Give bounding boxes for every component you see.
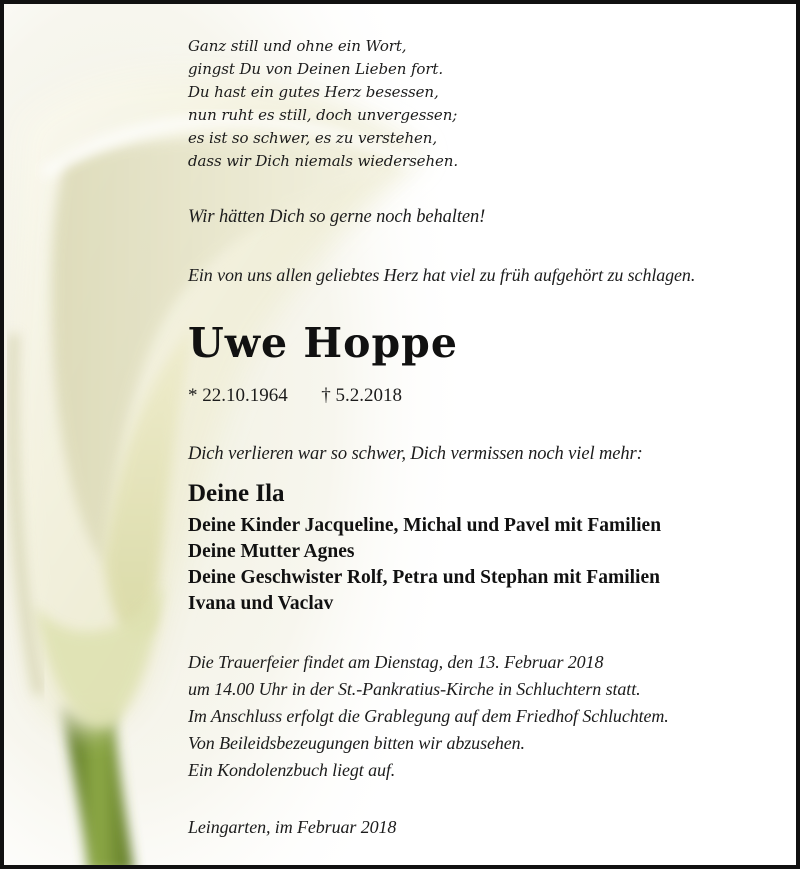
ceremony-line: Ein Kondolenzbuch liegt auf.	[188, 760, 396, 780]
ceremony-line: Die Trauerfeier findet am Dienstag, den 13. Februar 2018	[188, 652, 604, 672]
poem-line: es ist so schwer, es zu verstehen,	[188, 129, 438, 147]
ceremony-line: Von Beileidsbezeugungen bitten wir abzusehen.	[188, 733, 525, 753]
poem-line: nun ruht es still, doch unvergessen;	[188, 106, 458, 124]
deceased-name: Uwe Hoppe	[188, 319, 458, 367]
family-line: Ivana und Vaclav	[188, 593, 334, 614]
poem-line: gingst Du von Deinen Lieben fort.	[188, 60, 444, 78]
mourn-line: Dich verlieren war so schwer, Dich vermissen noch viel mehr:	[188, 444, 643, 464]
death-date: † 5.2.2018	[321, 385, 402, 406]
ceremony-line: Im Anschluss erfolgt die Grablegung auf dem Friedhof Schluchtem.	[188, 706, 669, 726]
heart-line: Ein von uns allen geliebtes Herz hat viel zu früh aufgehört zu schlagen.	[188, 265, 696, 285]
family-line: Deine Kinder Jacqueline, Michal und Pavel mit Familien	[188, 515, 662, 536]
place-date: Leingarten, im Februar 2018	[188, 817, 397, 837]
life-dates	[188, 385, 402, 407]
spouse-name: Deine Ila	[188, 480, 285, 507]
ceremony-line: um 14.00 Uhr in der St.-Pankratius-Kirche in Schluchtern statt.	[188, 679, 641, 699]
poem-line: Ganz still und ohne ein Wort,	[188, 37, 407, 55]
poem-line: dass wir Dich niemals wiedersehen.	[188, 152, 459, 170]
birth-date: * 22.10.1964	[188, 385, 288, 406]
poem-line: Du hast ein gutes Herz besessen,	[188, 83, 439, 101]
family-line: Deine Geschwister Rolf, Petra und Stephan mit Familien	[188, 567, 660, 588]
wish-line: Wir hätten Dich so gerne noch behalten!	[188, 207, 486, 227]
family-line: Deine Mutter Agnes	[188, 541, 355, 562]
